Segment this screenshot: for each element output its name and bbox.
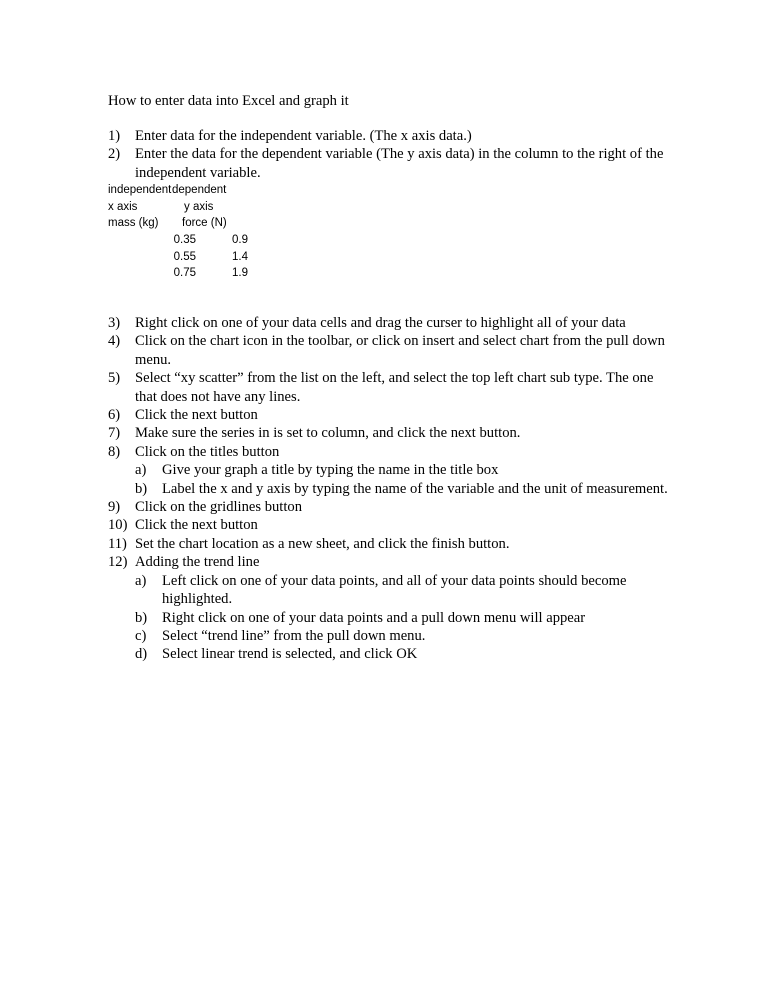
table-cell: 0.35 [173, 234, 196, 247]
step-number: 10) [108, 517, 128, 534]
step-text: Right click on one of your data cells and drag the curser to highlight all of your data [135, 315, 626, 331]
step-text: Click on the chart icon in the toolbar, or click on insert and select chart from the pull down menu. [135, 333, 665, 368]
step-text: Click the next button [135, 407, 258, 424]
substep-letter: a) [135, 572, 147, 589]
step-1 [108, 127, 668, 145]
table-cell: mass (kg) [108, 217, 159, 230]
step-9 [108, 498, 668, 516]
table-cell: x axis [108, 200, 138, 213]
substep-8b [135, 480, 668, 498]
step-7 [108, 424, 668, 442]
step-text: Select “xy scatter” from the list on the left, and select the top left chart sub type. The one that does not have any lines. [135, 370, 654, 405]
table-cell: 0.55 [173, 250, 196, 263]
substep-text: Right click on one of your data points and a pull down menu will appear [162, 609, 586, 626]
substep-letter: b) [135, 609, 148, 626]
substep-12a [135, 572, 668, 609]
substep-12b [135, 609, 668, 627]
step-number: 11) [108, 535, 127, 552]
substep-letter: c) [135, 627, 147, 644]
substep-12d [135, 645, 668, 663]
step-10 [108, 516, 668, 534]
table-cell: 0.75 [173, 267, 196, 280]
steps-list-part2 [108, 314, 668, 664]
step-text: Enter the data for the dependent variable (The y axis data) in the column to the right of the independent variable. [135, 146, 664, 181]
step-number: 6) [108, 407, 121, 424]
step-text: Click on the titles button [135, 443, 280, 460]
step-number: 9) [108, 499, 121, 516]
table-header-row [108, 215, 308, 232]
substep-8a [135, 461, 668, 479]
step-number: 4) [108, 333, 121, 350]
step-number: 8) [108, 443, 121, 460]
step-number: 1) [108, 128, 121, 144]
table-cell: dependent [172, 184, 227, 196]
table-row [108, 249, 308, 266]
table-header-row [108, 182, 308, 199]
step-text: Enter data for the independent variable. (The x axis data.) [135, 128, 472, 144]
substep-text: Select “trend line” from the pull down menu. [162, 627, 426, 644]
step-3 [108, 314, 668, 332]
step-number: 12) [108, 554, 128, 571]
step-number: 5) [108, 370, 121, 387]
page-title: How to enter data into Excel and graph it [108, 93, 349, 109]
table-cell: 0.9 [232, 234, 248, 247]
substep-12c [135, 627, 668, 645]
step-11 [108, 535, 668, 553]
step-number: 3) [108, 315, 121, 331]
substep-letter: b) [135, 480, 148, 497]
table-row [108, 265, 308, 282]
table-header-row [108, 199, 308, 216]
step-12 [108, 553, 668, 571]
step-text: Click on the gridlines button [135, 499, 303, 516]
step-text: Adding the trend line [135, 554, 260, 571]
step-6 [108, 406, 668, 424]
step-5 [108, 369, 668, 406]
substep-letter: d) [135, 646, 148, 663]
steps-list-part1 [108, 127, 668, 182]
substep-letter: a) [135, 462, 147, 479]
data-table [108, 182, 308, 282]
table-cell: y axis [184, 200, 214, 213]
substep-text: Label the x and y axis by typing the name of the variable and the unit of measurement. [162, 480, 668, 497]
step-text: Make sure the series in is set to column, and click the next button. [135, 425, 521, 442]
substep-text: Give your graph a title by typing the name in the title box [162, 462, 499, 479]
table-cell: force (N) [182, 217, 227, 230]
table-cell: 1.4 [232, 250, 248, 263]
step-number: 2) [108, 146, 121, 163]
substep-text: Select linear trend is selected, and click OK [162, 646, 418, 663]
table-row [108, 232, 308, 249]
table-cell: independent [108, 184, 172, 196]
table-cell: 1.9 [232, 267, 248, 280]
step-text: Set the chart location as a new sheet, and click the finish button. [135, 535, 510, 552]
substep-text: Left click on one of your data points, and all of your data points should become highlighted. [162, 572, 627, 608]
step-text: Click the next button [135, 517, 258, 534]
step-2 [108, 145, 668, 182]
step-number: 7) [108, 425, 121, 442]
step-4 [108, 332, 668, 369]
step-8 [108, 443, 668, 461]
